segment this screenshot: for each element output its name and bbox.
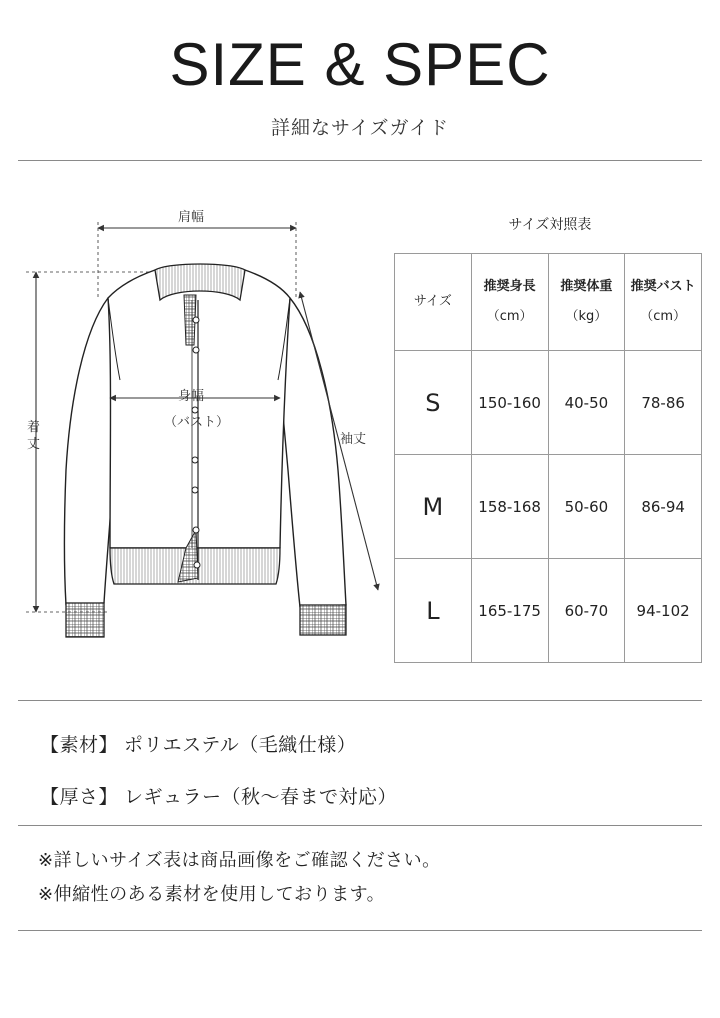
table-row [395, 455, 702, 559]
cell-size: L [395, 559, 472, 663]
bust-sub-label: （バスト） [164, 415, 230, 430]
cell-bust: 94-102 [625, 559, 702, 663]
size-table [394, 253, 702, 663]
material-label: 【素材】 [40, 734, 119, 756]
page-subtitle: 詳細なサイズガイド [271, 117, 449, 139]
shoulder-width-label: 肩幅 [178, 210, 205, 225]
divider [18, 825, 702, 826]
thickness-label: 【厚さ】 [40, 786, 119, 808]
cell-weight: 60-70 [548, 559, 625, 663]
table-row [395, 559, 702, 663]
bust-width-label: 身幅 [178, 389, 205, 404]
cell-height: 165-175 [471, 559, 548, 663]
page-title: SIZE & SPEC [169, 31, 551, 98]
header-weight: 推奨体重 （kg） [548, 254, 625, 351]
thickness-spec [40, 782, 397, 809]
cell-size: S [395, 351, 472, 455]
sleeve-length-label: 袖丈 [340, 432, 367, 447]
cell-bust: 78-86 [625, 351, 702, 455]
header-height: 推奨身長 （cm） [471, 254, 548, 351]
material-spec [40, 730, 356, 757]
length-label-bottom: 丈 [27, 437, 41, 452]
thickness-value: レギュラー（秋～春まで対応） [124, 786, 398, 808]
cell-weight: 40-50 [548, 351, 625, 455]
note-line: ※詳しいサイズ表は商品画像をご確認ください。 [38, 850, 441, 871]
material-value: ポリエステル（毛織仕様） [124, 734, 357, 756]
cell-bust: 86-94 [625, 455, 702, 559]
cell-weight: 50-60 [548, 455, 625, 559]
note-line: ※伸縮性のある素材を使用しております。 [38, 884, 386, 905]
size-table-caption: サイズ対照表 [508, 217, 592, 233]
divider [18, 700, 702, 701]
cell-height: 150-160 [471, 351, 548, 455]
divider [18, 930, 702, 931]
header-bust: 推奨バスト （cm） [625, 254, 702, 351]
table-header-row [395, 254, 702, 351]
table-row [395, 351, 702, 455]
cell-size: M [395, 455, 472, 559]
header-size: サイズ [395, 254, 472, 351]
cell-height: 158-168 [471, 455, 548, 559]
length-label-top: 着 [27, 420, 41, 435]
